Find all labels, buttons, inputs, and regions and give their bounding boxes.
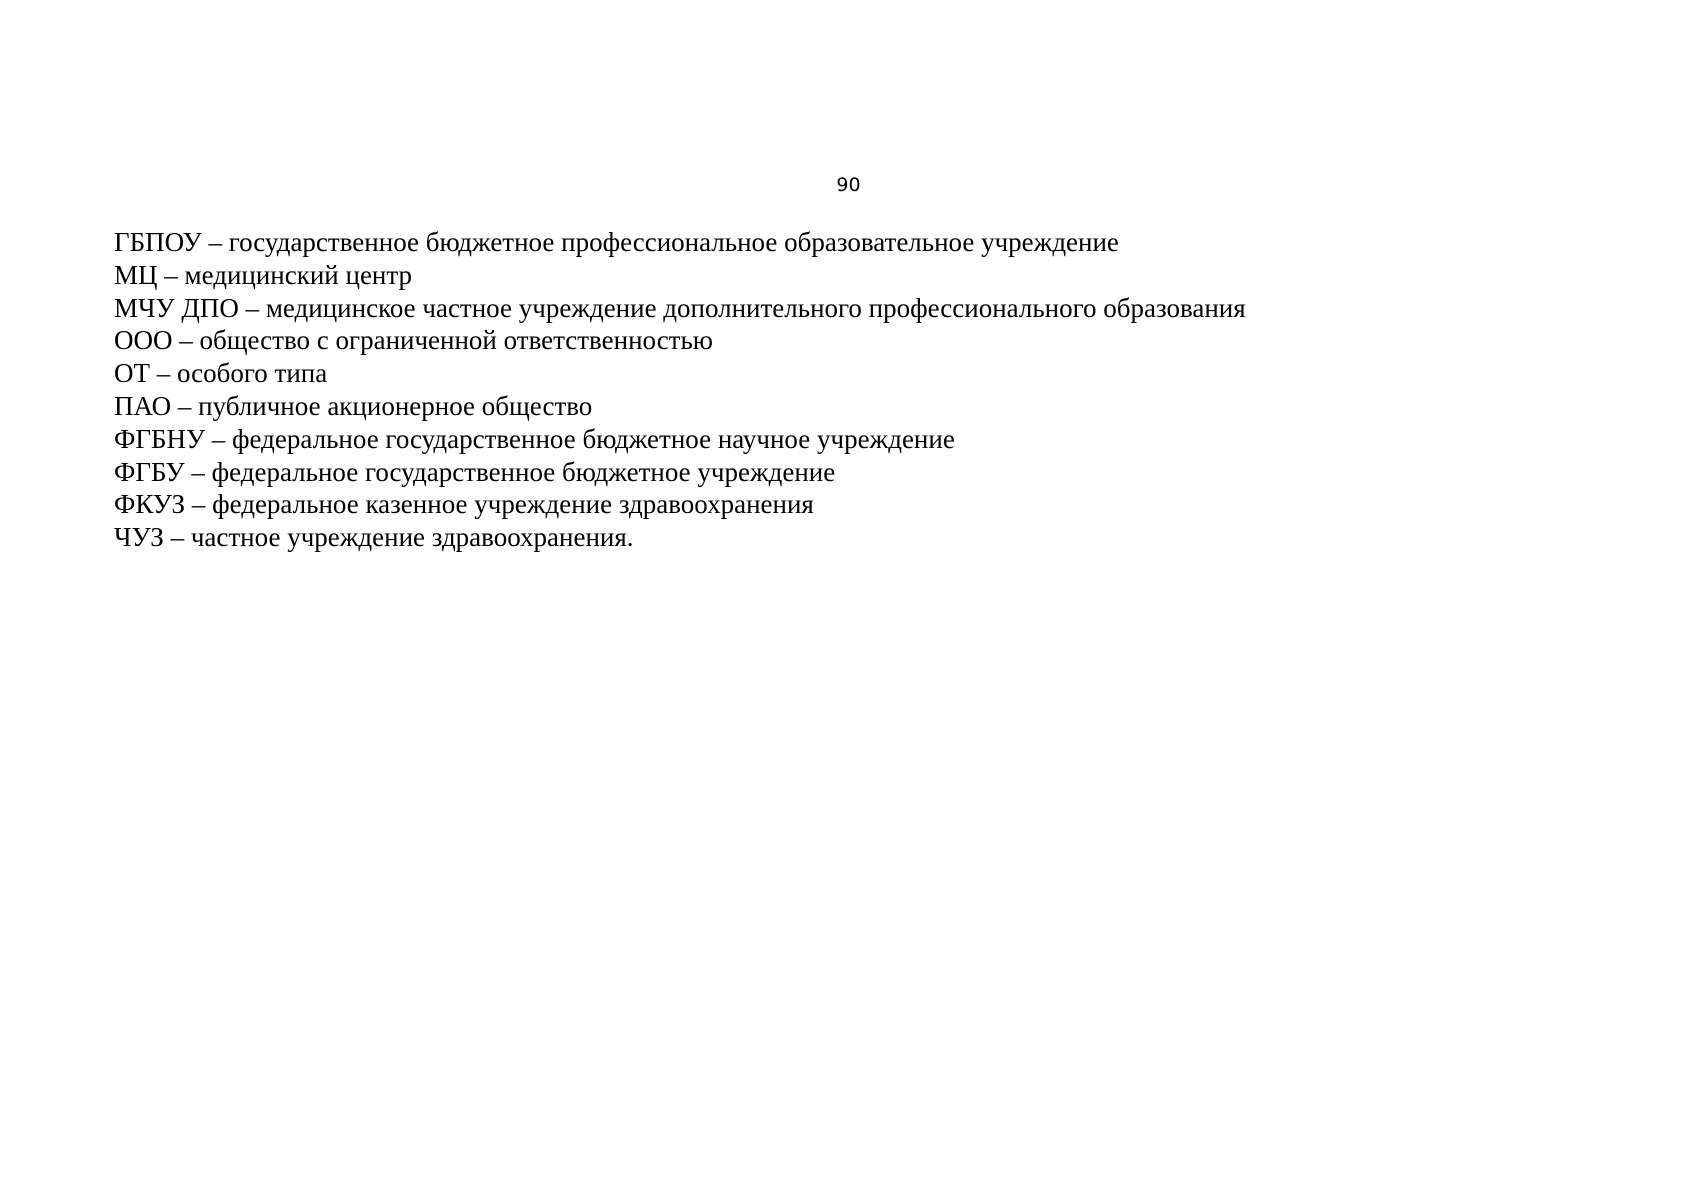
abbreviation-item: ООО – общество с ограниченной ответственностью [114,325,713,356]
abbreviation-item: ПАО – публичное акционерное общество [114,390,593,421]
abbreviation-item: ОТ – особого типа [114,358,328,389]
abbreviation-list [114,226,1246,554]
abbreviation-item: ФКУЗ – федеральное казенное учреждение здравоохранения [114,489,814,520]
abbreviation-item: ЧУЗ – частное учреждение здравоохранения. [114,522,634,553]
abbreviation-item: МЧУ ДПО – медицинское частное учреждение дополнительного профессионального образования [114,292,1246,323]
abbreviation-item: ФГБУ – федеральное государственное бюджетное учреждение [114,456,836,487]
abbreviation-item: ФГБНУ – федеральное государственное бюджетное научное учреждение [114,423,955,454]
page-number: 90 [836,174,861,196]
abbreviation-item: ГБПОУ – государственное бюджетное профессиональное образовательное учреждение [114,227,1119,257]
abbreviation-item: МЦ – медицинский центр [114,259,413,290]
